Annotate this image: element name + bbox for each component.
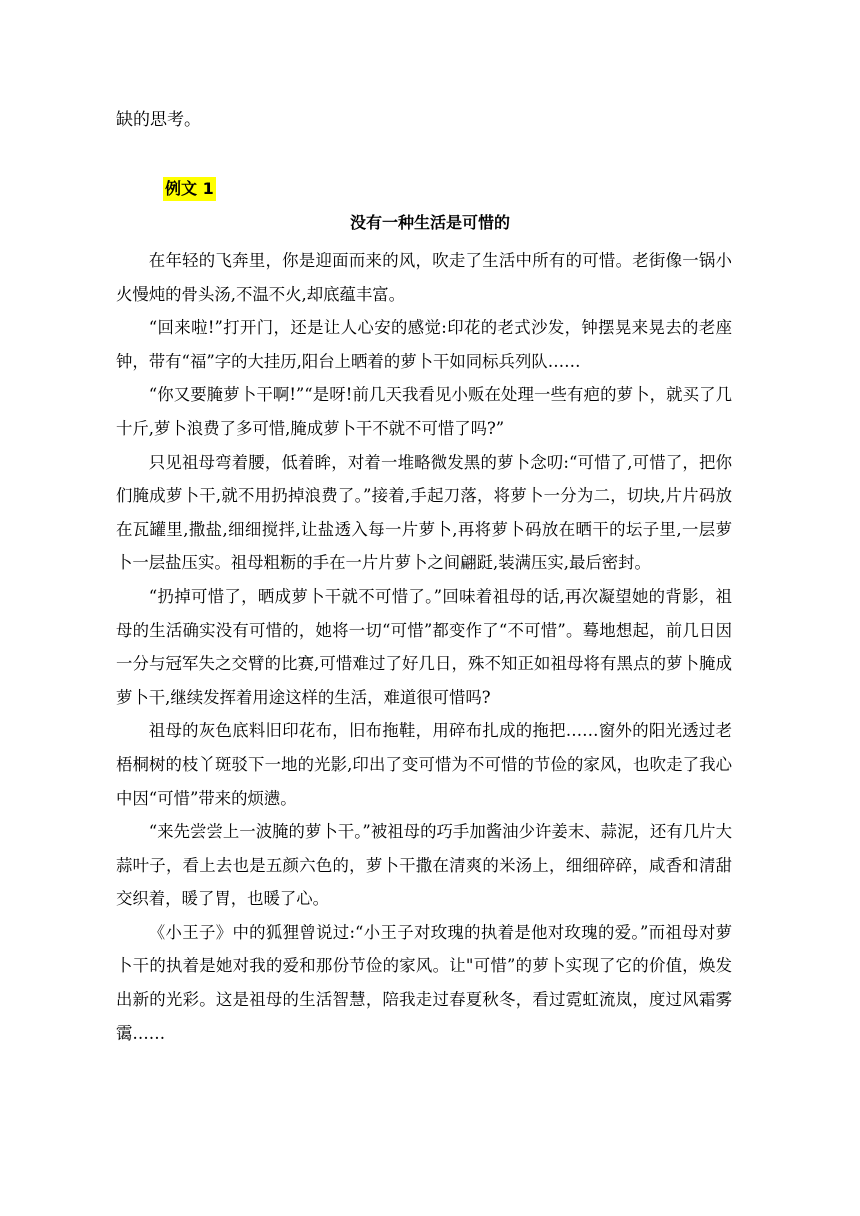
essay-body — [116, 244, 732, 1050]
essay-paragraph: 只见祖母弯着腰，低着眸，对着一堆略微发黑的萝卜念叨:“可惜了,可惜了，把你们腌成萝卜干,就不用扔掉浪费了。”接着,手起刀落，将萝卜一分为二，切块,片片码放在瓦罐里,撒盐,细细搅拌,让盐透入每一片萝卜,再将萝卜码放在晒干的坛子里,一层萝卜一层盐压实。祖母粗粝的手在一片片萝卜之间翩跹,装满压实,最后密封。 — [116, 452, 732, 573]
essay-paragraph: 祖母的灰色底料旧印花布，旧布拖鞋，用碎布扎成的拖把……窗外的阳光透过老梧桐树的枝丫斑驳下一地的光影,印出了变可惜为不可惜的节俭的家风，也吹走了我心中因“可惜”带来的烦懑。 — [116, 721, 732, 808]
essay-paragraph: 《小王子》中的狐狸曾说过:“小王子对玫瑰的执着是他对玫瑰的爱。”而祖母对萝卜干的执着是她对我的爱和那份节俭的家风。让"可惜”的萝卜实现了它的价值，焕发出新的光彩。这是祖母的生活智慧，陪我走过春夏秋冬，看过霓虹流岚，度过风霜雾霭…… — [116, 922, 732, 1043]
essay-paragraph: “你又要腌萝卜干啊!”“是呀!前几天我看见小贩在处理一些有疤的萝卜，就买了几十斤,萝卜浪费了多可惜,腌成萝卜干不就不可惜了吗?” — [116, 385, 732, 438]
essay-title: 没有一种生活是可惜的 — [349, 213, 510, 232]
essay-paragraph: 在年轻的飞奔里，你是迎面而来的风，吹走了生活中所有的可惜。老街像一锅小火慢炖的骨头汤,不温不火,却底蕴丰富。 — [116, 251, 732, 304]
essay-paragraph: “扔掉可惜了，晒成萝卜干就不可惜了。”回味着祖母的话,再次凝望她的背影，祖母的生活确实没有可惜的，她将一切“可惜”都变作了“不可惜”。蓦地想起，前几日因一分与冠军失之交臂的比赛,可惜难过了好几日，殊不知正如祖母将有黑点的萝卜腌成萝卜干,继续发挥着用途这样的生活，难道很可惜吗? — [116, 586, 732, 707]
previous-text-continuation: 缺的思考。 — [116, 110, 201, 130]
example-label-highlight: 例文 1 — [163, 177, 216, 201]
essay-paragraph: “来先尝尝上一波腌的萝卜干。”被祖母的巧手加酱油少许姜末、蒜泥，还有几片大蒜叶子，看上去也是五颜六色的，萝卜干撒在清爽的米汤上，细细碎碎，咸香和清甜交织着，暖了胃，也暖了心。 — [116, 822, 732, 909]
essay-paragraph: “回来啦!”打开门，还是让人心安的感觉:印花的老式沙发，钟摆晃来晃去的老座钟，带有“福”字的大挂历,阳台上晒着的萝卜干如同标兵列队…… — [116, 318, 732, 371]
